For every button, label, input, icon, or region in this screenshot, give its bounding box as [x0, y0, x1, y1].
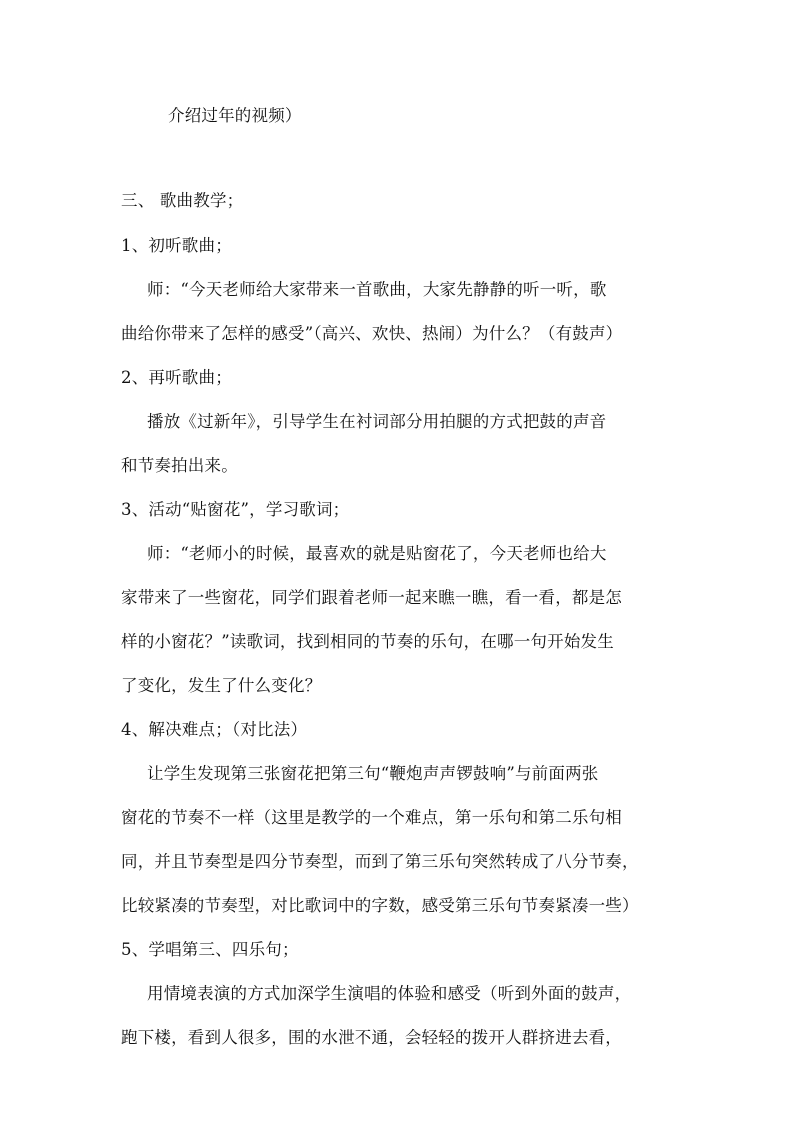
paragraph-line: 样的小窗花？”读歌词，找到相同的节奏的乐句，在哪一句开始发生: [121, 632, 614, 651]
paragraph-line: 和节奏拍出来。: [121, 456, 238, 475]
step-heading-first-listen: 1、初听歌曲；: [121, 236, 232, 255]
paragraph-line: 窗花的节奏不一样（这里是教学的一个难点，第一乐句和第二乐句相: [121, 808, 622, 827]
paragraph-line: 播放《过新年》，引导学生在衬词部分用拍腿的方式把鼓的声音: [147, 412, 607, 431]
step-heading-listen-again: 2、再听歌曲；: [121, 368, 232, 387]
text-line-video-note: 介绍过年的视频）: [168, 106, 302, 125]
paragraph-line: 家带来了一些窗花，同学们跟着老师一起来瞧一瞧，看一看，都是怎: [121, 588, 622, 607]
paragraph-line: 比较紧凑的节奏型，对比歌词中的字数，感受第三乐句节奏紧凑一些）: [121, 896, 639, 915]
paragraph-line: 师：“老师小的时候，最喜欢的就是贴窗花了，今天老师也给大: [147, 544, 607, 563]
section-heading-song-teaching: 三、 歌曲教学；: [121, 191, 244, 210]
paragraph-line: 跑下楼，看到人很多，围的水泄不通，会轻轻的拨开人群挤进去看，: [121, 1028, 622, 1047]
paragraph-line: 让学生发现第三张窗花把第三句“鞭炮声声锣鼓响”与前面两张: [147, 764, 599, 783]
step-heading-learn-third-fourth: 5、学唱第三、四乐句；: [121, 940, 299, 959]
paragraph-line: 用情境表演的方式加深学生演唱的体验和感受（听到外面的鼓声，: [147, 984, 632, 1003]
step-heading-difficult-point: 4、解决难点；（对比法）: [121, 720, 308, 739]
paragraph-line: 曲给你带来了怎样的感受”（高兴、欢快、热闹）为什么？（有鼓声）: [121, 324, 623, 343]
paragraph-line: 了变化，发生了什么变化？: [121, 676, 322, 695]
paragraph-line: 同，并且节奏型是四分节奏型，而到了第三乐句突然转成了八分节奏，: [121, 852, 639, 871]
step-heading-window-flowers: 3、活动“贴窗花”，学习歌词；: [121, 500, 350, 519]
paragraph-line: 师：“今天老师给大家带来一首歌曲，大家先静静的听一听，歌: [147, 280, 607, 299]
